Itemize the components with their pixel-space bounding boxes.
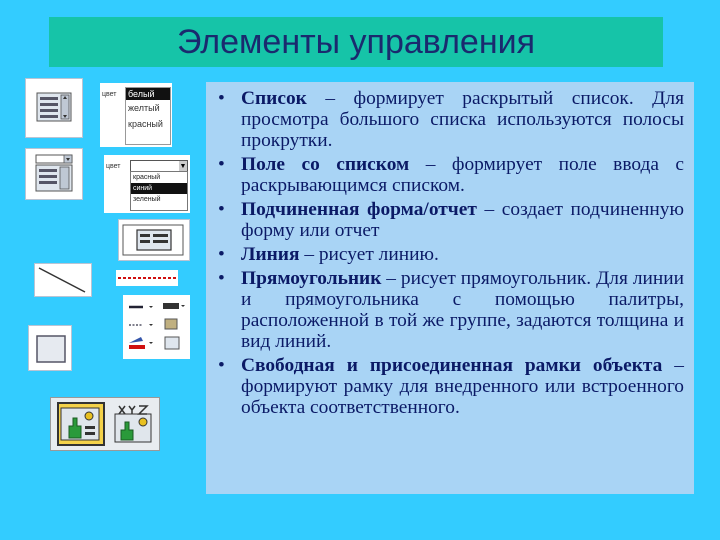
title-bar <box>49 17 663 67</box>
bullet-term: Список <box>241 88 307 109</box>
bullet-term: Свободная и присоединенная рамки объекта <box>241 355 663 376</box>
bullet-description: рисует линию. <box>318 244 439 265</box>
list-box-sample-list[interactable] <box>125 87 171 145</box>
dashed-line-icon <box>116 270 178 286</box>
bullet-list <box>218 88 684 418</box>
bullet-description: формирует раскрытый список. Для просмотра большого списка используются полосы прокрутки. <box>241 88 684 151</box>
bullet-marker: • <box>218 88 225 109</box>
combo-box-icon <box>26 149 82 199</box>
rectangle-tool[interactable] <box>28 325 72 371</box>
list-item[interactable]: белый <box>126 88 170 100</box>
combo-box-sample-label: цвет <box>106 163 121 170</box>
description-panel <box>206 82 694 494</box>
list-item[interactable]: красный <box>128 119 163 129</box>
bullet-marker: • <box>218 244 225 265</box>
unbound-object-frame-button[interactable] <box>57 402 105 446</box>
bullet-marker: • <box>218 199 225 220</box>
list-box-tool[interactable] <box>25 78 83 138</box>
list-box-icon <box>26 79 82 137</box>
bullet-marker: • <box>218 355 225 376</box>
list-item <box>218 355 684 418</box>
list-item[interactable]: синий <box>131 183 187 194</box>
bullet-term: Линия <box>241 244 300 265</box>
bullet-term: Поле со списком <box>241 154 410 175</box>
list-item <box>218 268 684 352</box>
combo-box-sample-dropdown[interactable] <box>130 171 188 211</box>
list-item <box>218 154 684 196</box>
bullet-separator: – <box>476 199 502 220</box>
list-item <box>218 244 684 265</box>
object-frame-tools <box>50 397 160 451</box>
bullet-term: Прямоугольник <box>241 268 382 289</box>
bullet-separator: – <box>409 154 452 175</box>
bullet-separator: – <box>306 88 354 109</box>
line-palette-tool[interactable] <box>123 295 190 359</box>
list-item[interactable]: красный <box>133 174 161 181</box>
list-box-sample <box>100 83 172 147</box>
bullet-separator: – <box>299 244 319 265</box>
list-item <box>218 199 684 241</box>
list-item[interactable]: желтый <box>128 103 160 113</box>
list-item <box>218 88 684 151</box>
combo-box-sample <box>104 155 190 213</box>
bullet-marker: • <box>218 154 225 175</box>
rectangle-icon <box>29 326 71 370</box>
bullet-separator: – <box>381 268 401 289</box>
line-tool[interactable] <box>34 263 92 297</box>
combo-box-tool[interactable] <box>25 148 83 200</box>
bullet-description: создает подчиненную форму или отчет <box>241 199 684 241</box>
unbound-object-frame-icon <box>59 404 103 444</box>
bullet-separator: – <box>662 355 684 376</box>
list-item[interactable]: зеленый <box>133 196 161 203</box>
page-title: Элементы управления <box>176 22 535 61</box>
bullet-description: формируют рамку для внедренного или встроенного объекта соответственного. <box>241 376 684 418</box>
chevron-down-icon: ▼ <box>179 162 187 170</box>
line-sample <box>116 270 178 286</box>
bullet-description: формирует поле ввода с раскрывающимся списком. <box>241 154 685 196</box>
bullet-marker: • <box>218 268 225 289</box>
bound-object-frame-icon <box>109 402 157 446</box>
list-box-sample-label: цвет <box>102 91 117 98</box>
bound-object-frame-button[interactable] <box>109 402 157 446</box>
palette-icon <box>123 295 190 359</box>
bullet-term: Подчиненная форма/отчет <box>241 199 477 220</box>
subform-tool[interactable] <box>118 219 190 261</box>
subform-icon <box>119 220 189 260</box>
line-icon <box>35 264 91 296</box>
bullet-description: рисует прямоугольник. Для линии и прямоугольника с помощью палитры, расположенной в той же группе, задаются толщина и вид линий. <box>241 268 685 352</box>
